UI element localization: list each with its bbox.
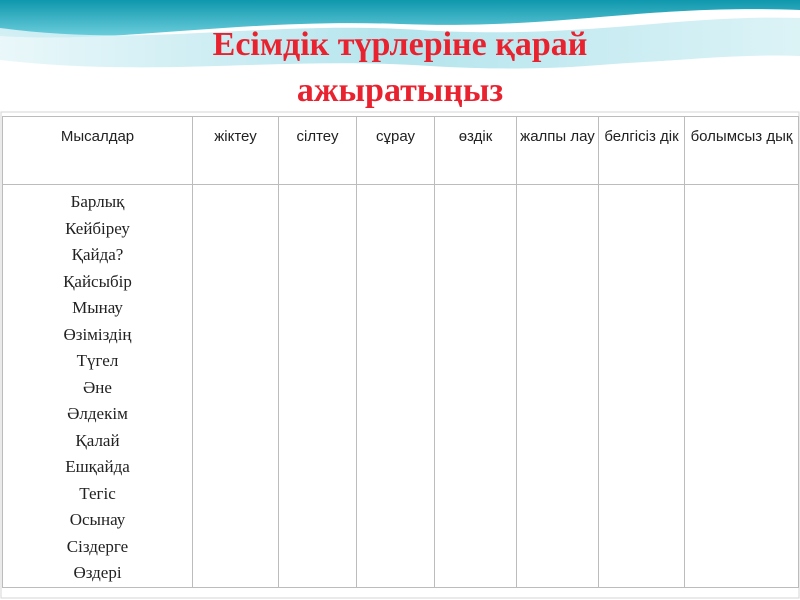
example-word: Сіздерге — [66, 536, 129, 556]
example-word: Барлық — [70, 192, 125, 211]
answer-cell-indefinite[interactable] — [599, 185, 685, 588]
title-line-1: Есімдік түрлеріне қарай — [212, 26, 588, 63]
example-word: Әлдекім — [67, 404, 128, 423]
answer-cell-interrogative[interactable] — [357, 185, 435, 588]
header-demonstrative: сілтеу — [279, 117, 357, 185]
examples-cell — [3, 185, 193, 588]
slide-title — [0, 22, 800, 114]
example-word: Қалай — [75, 430, 120, 450]
example-word: Өзіміздің — [63, 324, 132, 344]
example-word: Кейбіреу — [65, 218, 130, 238]
answer-cell-general[interactable] — [517, 185, 599, 588]
answer-cell-demonstrative[interactable] — [279, 185, 357, 588]
table-row — [3, 185, 799, 588]
header-interrogative: сұрау — [357, 117, 435, 185]
header-general: жалпы лау — [517, 117, 599, 185]
example-word: Ешқайда — [65, 457, 130, 476]
pronoun-table — [2, 116, 799, 588]
header-reflexive: өздік — [435, 117, 517, 185]
example-word: Әне — [83, 377, 112, 397]
example-word: Түгел — [76, 351, 119, 370]
header-examples: Мысалдар — [3, 117, 193, 185]
example-word: Тегіс — [79, 483, 116, 503]
answer-cell-reflexive[interactable] — [435, 185, 517, 588]
answer-cell-personal[interactable] — [193, 185, 279, 588]
example-word: Мынау — [72, 298, 123, 317]
answer-cell-negative[interactable] — [685, 185, 799, 588]
table-header-row — [3, 117, 799, 185]
example-word: Өздері — [73, 563, 122, 582]
header-personal: жіктеу — [193, 117, 279, 185]
title-line-2: ажыратыңыз — [296, 72, 504, 109]
header-indefinite: белгісіз дік — [599, 117, 685, 185]
example-word: Осынау — [69, 510, 126, 529]
example-word: Қайсыбір — [63, 271, 132, 291]
header-negative: болымсыз дық — [685, 117, 799, 185]
example-word: Қайда? — [71, 245, 124, 264]
